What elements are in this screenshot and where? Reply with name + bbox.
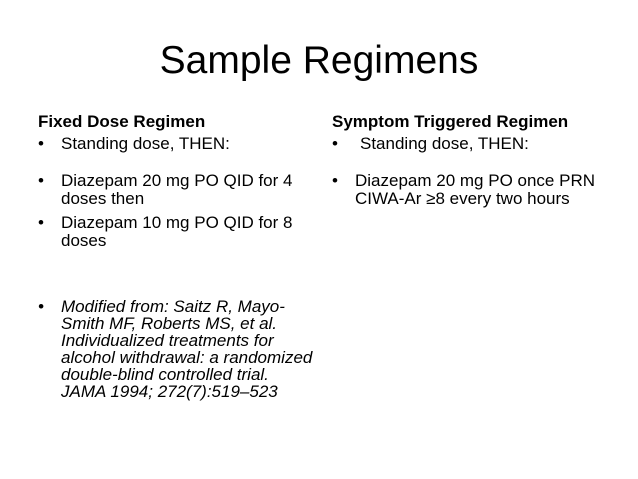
- bullet-glyph: •: [332, 134, 338, 153]
- symptom-triggered-column: [332, 112, 612, 208]
- bullet-glyph: •: [332, 171, 338, 190]
- bullet-glyph: •: [38, 171, 44, 190]
- bullet-glyph: •: [38, 213, 44, 232]
- bullet-text: Diazepam 20 mg PO once PRN CIWA-Ar ≥8 every two hours: [355, 171, 595, 208]
- bullet-text: Standing dose, THEN:: [360, 134, 529, 153]
- bullet-item: [332, 135, 612, 153]
- citation-text: Modified from: Saitz R, Mayo-Smith MF, Roberts MS, et al. Individualized treatments for alcohol withdrawal: a randomized double-blind controlled trial. JAMA 1994; 272(7):519–523: [61, 297, 313, 401]
- symptom-triggered-heading: Symptom Triggered Regimen: [332, 112, 569, 131]
- bullet-text: Standing dose, THEN:: [61, 134, 230, 153]
- citation-bullet: [38, 298, 318, 400]
- bullet-glyph: •: [38, 297, 44, 316]
- bullet-text: Diazepam 20 mg PO QID for 4 doses then: [61, 171, 293, 208]
- fixed-dose-heading: Fixed Dose Regimen: [38, 112, 206, 131]
- bullet-item: [38, 172, 318, 208]
- fixed-dose-column: [38, 112, 318, 400]
- bullet-item: [38, 214, 318, 250]
- bullet-item: [38, 135, 318, 153]
- slide-title: Sample Regimens: [159, 39, 479, 82]
- bullet-glyph: •: [38, 134, 44, 153]
- bullet-text: Diazepam 10 mg PO QID for 8 doses: [61, 213, 293, 250]
- bullet-item: [332, 172, 617, 208]
